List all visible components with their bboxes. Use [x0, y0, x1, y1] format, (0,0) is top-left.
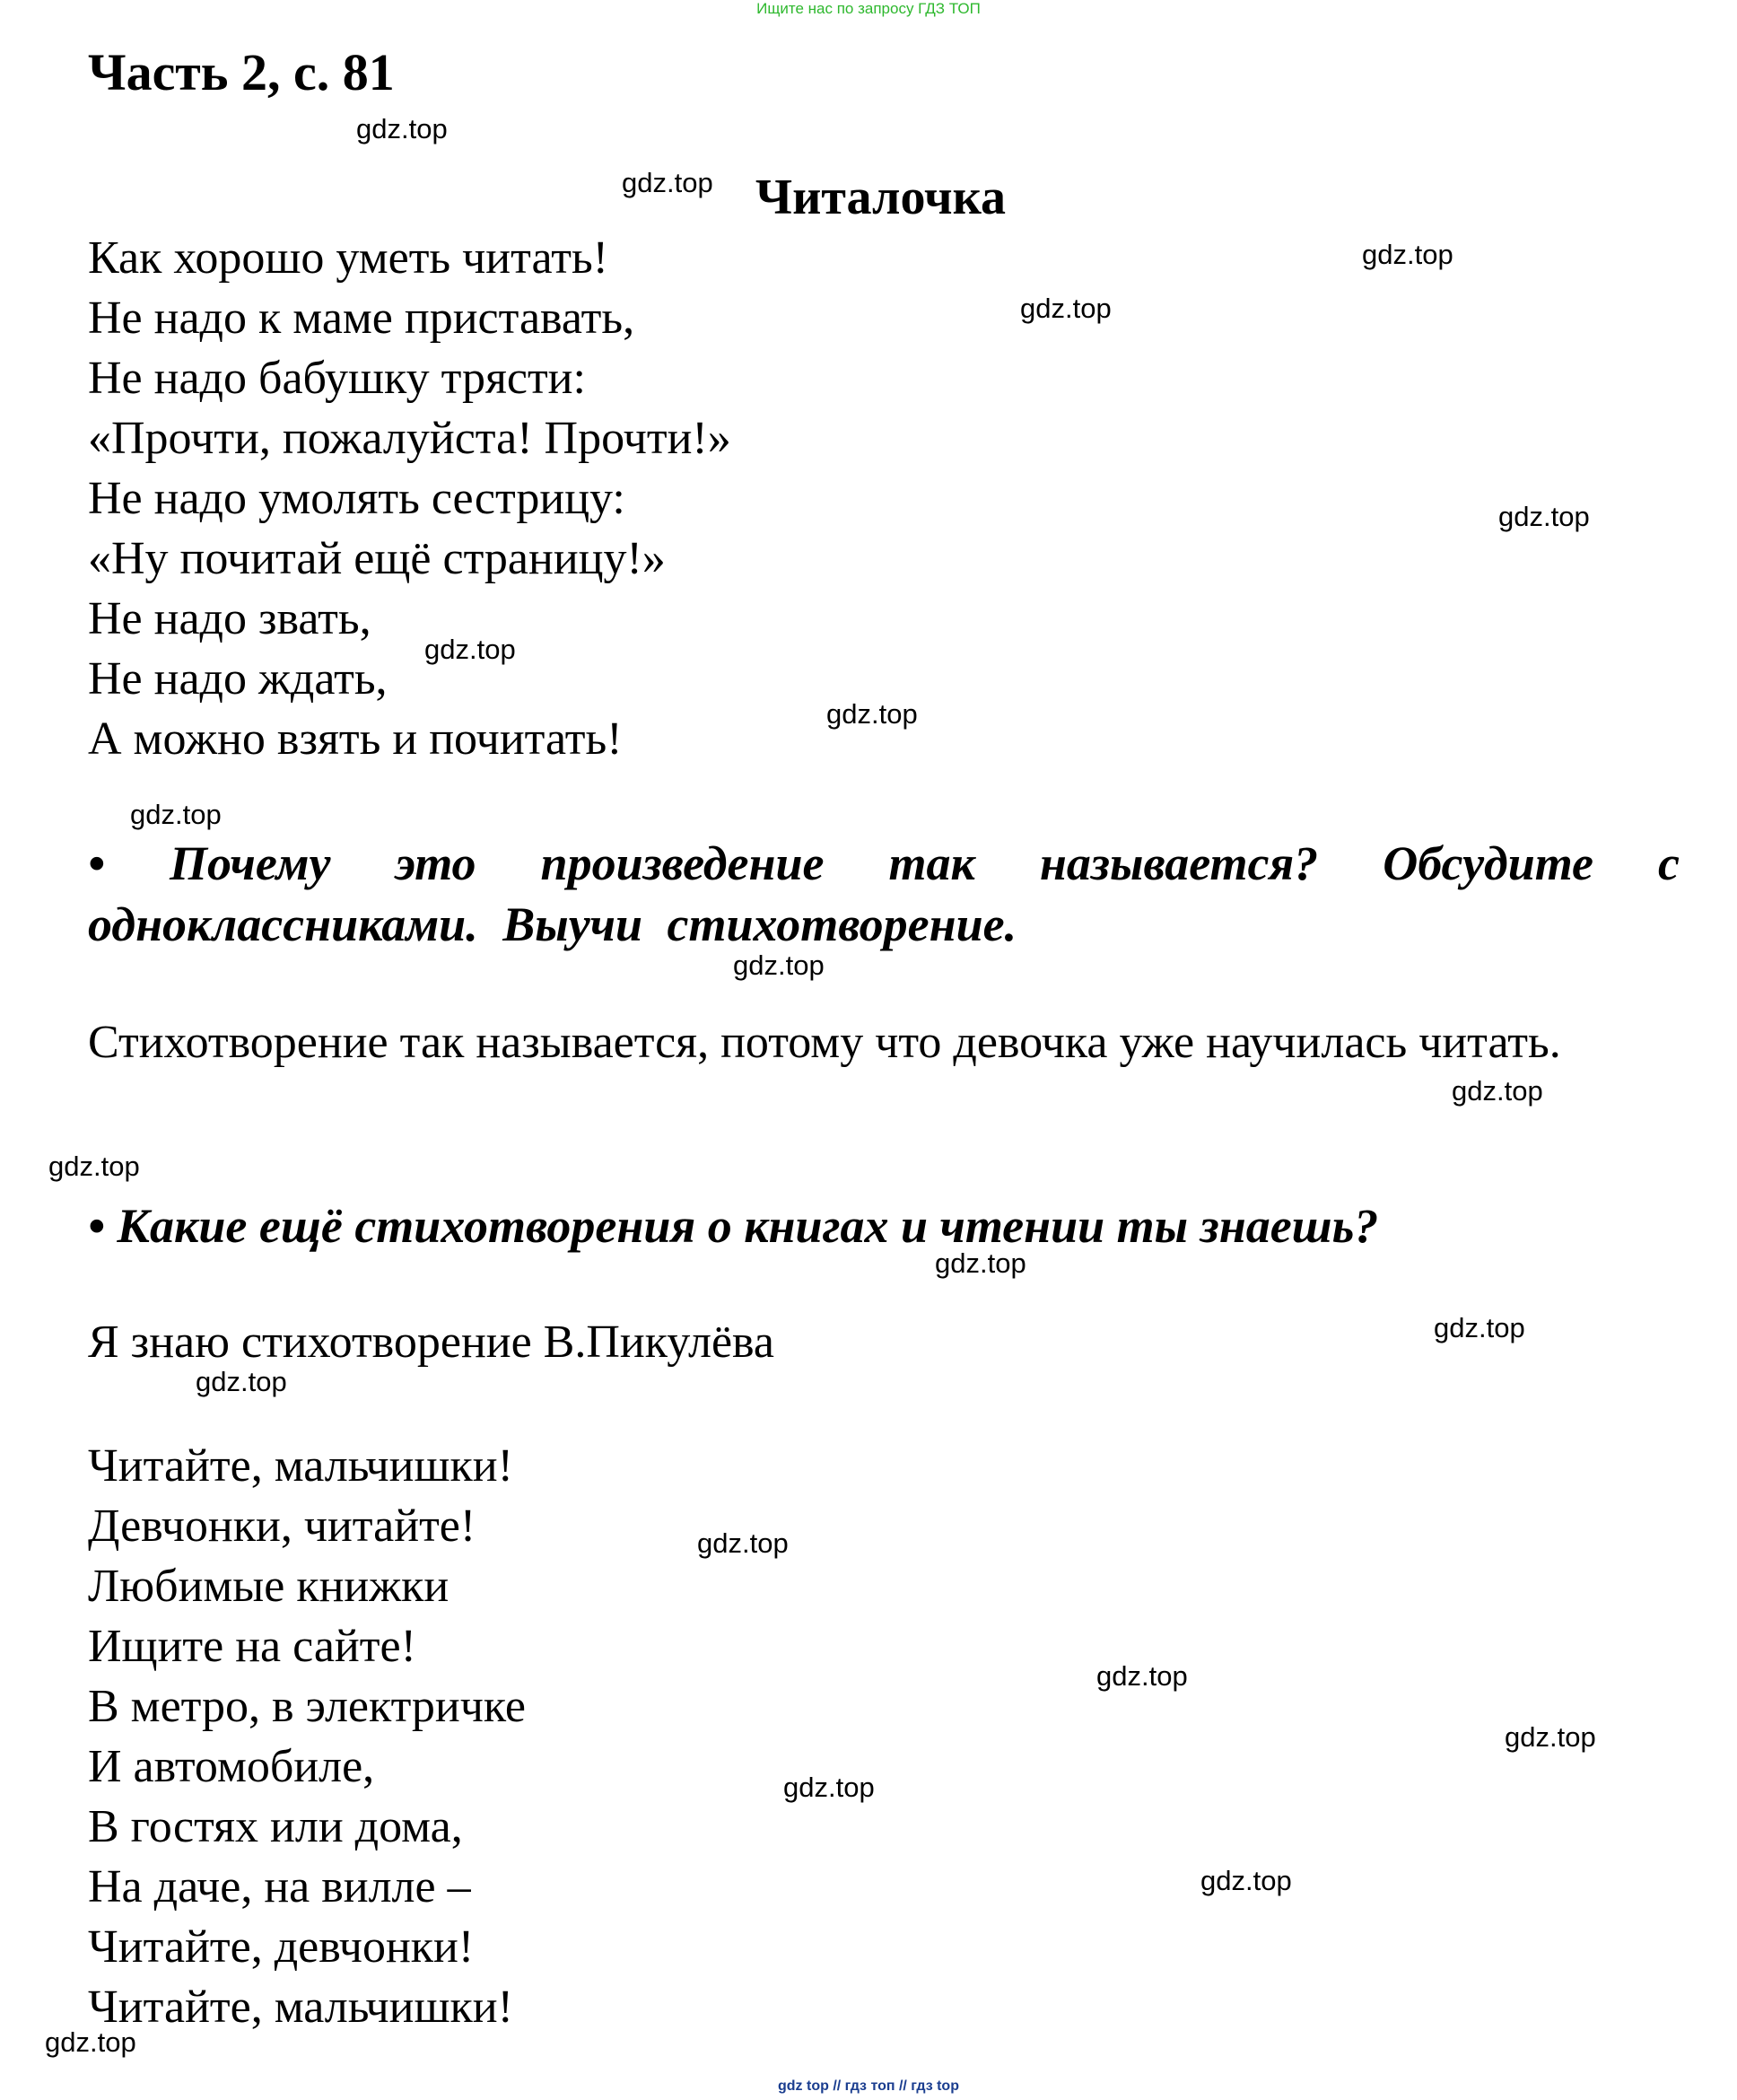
- question-2: • Какие ещё стихотворения о книгах и чтении ты знаешь?: [88, 1199, 1379, 1253]
- poem-line: На даче, на вилле –: [88, 1861, 471, 1912]
- watermark: gdz.top: [1362, 239, 1453, 270]
- watermark: gdz.top: [196, 1366, 287, 1397]
- watermark: gdz.top: [1434, 1312, 1525, 1343]
- poem-line: Не надо ждать,: [88, 653, 388, 704]
- poem-line: Девчонки, читайте!: [88, 1501, 476, 1552]
- poem-line: Не надо умолять сестрицу:: [88, 473, 625, 524]
- watermark: gdz.top: [783, 1772, 875, 1803]
- poem-line: «Ну почитай ещё страницу!»: [88, 533, 666, 584]
- poem-line: «Прочти, пожалуйста! Прочти!»: [88, 413, 731, 464]
- poem-line: Не надо звать,: [88, 593, 371, 644]
- watermark: gdz.top: [130, 799, 222, 830]
- watermark: gdz.top: [45, 2026, 136, 2058]
- watermark: gdz.top: [1452, 1075, 1543, 1107]
- watermark: gdz.top: [1096, 1660, 1188, 1692]
- watermark: gdz.top: [48, 1151, 140, 1182]
- watermark: gdz.top: [733, 949, 825, 981]
- poem-line: В гостях или дома,: [88, 1801, 463, 1852]
- poem-line: Не надо бабушку трясти:: [88, 353, 586, 404]
- watermark: gdz.top: [424, 634, 516, 665]
- watermark: gdz.top: [1200, 1865, 1292, 1896]
- watermark: gdz.top: [1020, 293, 1112, 324]
- poem-line: Читайте, мальчишки!: [88, 1440, 513, 1492]
- watermark: gdz.top: [1498, 501, 1590, 532]
- poem-chitalochka: [88, 228, 731, 769]
- poem-line: А можно взять и почитать!: [88, 713, 623, 765]
- top-banner: Ищите нас по запросу ГДЗ ТОП: [756, 0, 981, 17]
- answer-2: Я знаю стихотворение В.Пикулёва: [88, 1317, 774, 1368]
- watermark: gdz.top: [935, 1247, 1026, 1279]
- answer-1: Стихотворение так называется, потому что девочка уже научилась читать.: [88, 1017, 1561, 1068]
- poem-line: Читайте, мальчишки!: [88, 1982, 513, 2033]
- poem-title: Читалочка: [755, 170, 1007, 225]
- watermark: gdz.top: [826, 698, 918, 730]
- poem-pikulev: [88, 1436, 526, 2037]
- poem-line: И автомобиле,: [88, 1741, 375, 1792]
- poem-line: Не надо к маме приставать,: [88, 293, 635, 344]
- watermark: gdz.top: [697, 1527, 789, 1559]
- watermark: gdz.top: [622, 167, 713, 198]
- poem-line: Ищите на сайте!: [88, 1621, 416, 1672]
- page-title: Часть 2, с. 81: [88, 43, 395, 101]
- poem-line: Любимые книжки: [88, 1561, 450, 1612]
- poem-line: Читайте, девчонки!: [88, 1921, 475, 1973]
- question-1: • Почему это произведение так называется? Обсудите с одноклассниками. Выучи стихотворение.: [88, 836, 1680, 951]
- watermark: gdz.top: [1505, 1721, 1596, 1753]
- footer: gdz top // гдз топ // гдз top: [778, 2078, 959, 2094]
- poem-line: В метро, в электричке: [88, 1681, 526, 1732]
- watermark: gdz.top: [356, 113, 448, 144]
- poem-line: Как хорошо уметь читать!: [88, 232, 608, 284]
